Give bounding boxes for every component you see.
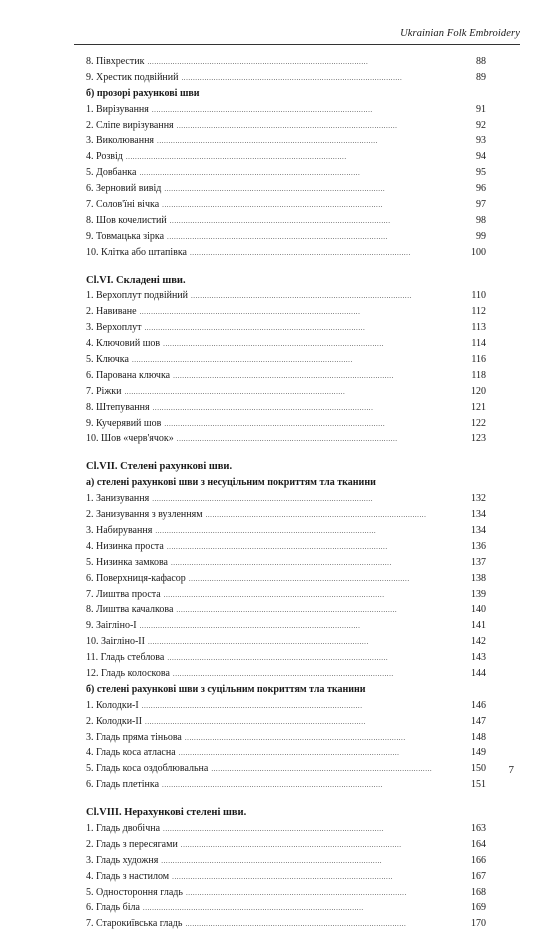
entry-title: 2. Занизування з вузленням	[86, 509, 203, 521]
entry-title: 8. Півхрестик	[86, 56, 145, 67]
dot-leader	[145, 714, 465, 731]
toc-entry	[86, 555, 486, 571]
toc-entry	[86, 650, 486, 666]
dot-leader	[172, 869, 465, 886]
toc-entry	[86, 400, 486, 416]
entry-title: 1. Вирізування	[86, 103, 149, 115]
entry-page-number: 122	[471, 417, 486, 429]
dot-leader	[164, 181, 465, 198]
dot-leader	[173, 666, 465, 683]
toc-entry	[86, 491, 486, 507]
toc-entry	[86, 777, 486, 793]
entry-title: 5. Ключка	[86, 354, 129, 366]
entry-title: 3. Виколювання	[86, 135, 155, 147]
entry-title: 6. Гладь біла	[86, 902, 140, 914]
entry-title: 4. Розвід	[86, 151, 123, 163]
dot-leader	[167, 229, 465, 246]
entry-title: 8. Штепування	[86, 401, 150, 413]
entry-title: 1. Колодки-І	[86, 699, 139, 711]
toc-entry	[86, 54, 486, 70]
entry-title: 4. Низинка проста	[86, 540, 164, 552]
dot-leader	[153, 400, 465, 417]
toc-entry	[86, 102, 486, 118]
toc-entry	[86, 133, 486, 149]
entry-page-number: 148	[471, 731, 486, 743]
toc-entry	[86, 197, 486, 213]
entry-page-number: 100	[471, 246, 486, 258]
toc-section	[86, 273, 486, 448]
entry-title: 3. Набирування	[86, 524, 153, 536]
entry-title: 8. Шов кочелистий	[86, 214, 167, 226]
toc-entry	[86, 245, 486, 261]
toc-entry	[86, 523, 486, 539]
entry-page-number: 166	[471, 854, 486, 866]
subsection-heading: б) прозорі рахункові шви	[86, 87, 200, 99]
entry-title: 7. Лиштва проста	[86, 588, 161, 600]
dot-leader	[143, 900, 465, 917]
toc-entry	[86, 869, 486, 885]
toc-entry	[86, 714, 486, 730]
entry-page-number: 121	[471, 401, 486, 413]
dot-leader	[211, 761, 465, 778]
section-heading: Cl.VII. Стелені рахункові шви.	[86, 461, 233, 473]
toc-entry	[86, 571, 486, 587]
toc-entry	[86, 70, 486, 86]
toc-entry	[86, 352, 486, 368]
dot-leader	[185, 916, 465, 933]
dot-leader	[132, 352, 465, 369]
entry-title: 4. Гладь коса атласна	[86, 747, 176, 759]
entry-title: 12. Гладь колоскова	[86, 667, 170, 679]
entry-page-number: 92	[476, 119, 486, 131]
dot-leader	[126, 149, 465, 166]
dot-leader	[190, 245, 465, 262]
entry-title: 9. Хрестик подвійний	[86, 71, 179, 83]
subsection-heading: а) стелені рахункові шви з несуцільним покриттям тла тканини	[86, 477, 376, 489]
entry-page-number: 147	[471, 715, 486, 727]
entry-title: 5. Низинка замкова	[86, 556, 168, 568]
toc-entry	[86, 916, 486, 932]
entry-title: 10. Шов «черв'ячок»	[86, 433, 174, 445]
entry-title: 7. Солов'їні вічка	[86, 199, 160, 211]
entry-title: 10. Клітка або штапівка	[86, 246, 187, 258]
entry-page-number: 150	[471, 763, 486, 775]
toc-entry	[86, 384, 486, 400]
dot-leader	[157, 133, 465, 150]
toc-entry	[86, 853, 486, 869]
entry-page-number: 137	[471, 556, 486, 568]
dot-leader	[155, 523, 465, 540]
toc-entry	[86, 587, 486, 603]
entry-title: 7. Ріжки	[86, 385, 122, 397]
dot-leader	[179, 745, 465, 762]
entry-page-number: 132	[471, 493, 486, 505]
entry-title: 7. Старокиївська гладь	[86, 918, 183, 930]
section-heading: Cl.VIII. Нерахункові стелені шви.	[86, 807, 247, 819]
entry-title: 6. Парована ключка	[86, 369, 171, 381]
entry-title: 1. Верхоплут подвійний	[86, 290, 188, 302]
entry-page-number: 91	[476, 103, 486, 115]
entry-page-number: 164	[471, 838, 486, 850]
toc-section	[86, 805, 486, 932]
toc-entry	[86, 821, 486, 837]
toc-entry	[86, 229, 486, 245]
entry-page-number: 141	[471, 620, 486, 632]
entry-title: 1. Гладь двобічна	[86, 822, 161, 834]
toc-entry	[86, 181, 486, 197]
toc-entry	[86, 336, 486, 352]
dot-leader	[163, 336, 465, 353]
entry-page-number: 144	[471, 667, 486, 679]
entry-title: 9. Заігліно-І	[86, 620, 137, 632]
entry-page-number: 98	[476, 214, 486, 226]
entry-page-number: 140	[471, 604, 486, 616]
entry-title: 9. Товмацька зірка	[86, 230, 165, 242]
dot-leader	[170, 213, 465, 230]
entry-title: 2. Колодки-ІІ	[86, 715, 143, 727]
entry-page-number: 94	[476, 151, 486, 163]
entry-page-number: 123	[471, 433, 486, 445]
entry-page-number: 151	[471, 779, 486, 791]
entry-title: 5. Довбанка	[86, 167, 137, 179]
dot-leader	[164, 416, 465, 433]
entry-page-number: 89	[476, 71, 486, 83]
entry-page-number: 146	[471, 699, 486, 711]
running-head: Ukrainian Folk Embroidery	[400, 28, 520, 39]
entry-title: 4. Гладь з настилом	[86, 870, 170, 882]
entry-page-number: 96	[476, 183, 486, 195]
entry-page-number: 116	[471, 354, 486, 366]
dot-leader	[171, 555, 465, 572]
dot-leader	[161, 853, 465, 870]
entry-title: 10. Заігліно-ІІ	[86, 636, 145, 648]
entry-page-number: 93	[476, 135, 486, 147]
toc-entry	[86, 730, 486, 746]
entry-title: 5. Гладь коса оздоблювальна	[86, 763, 209, 775]
entry-title: 3. Гладь художня	[86, 854, 159, 866]
entry-page-number: 163	[471, 822, 486, 834]
dot-leader	[140, 618, 465, 635]
toc-entry	[86, 149, 486, 165]
dot-leader	[185, 730, 465, 747]
entry-page-number: 139	[471, 588, 486, 600]
entry-title: 3. Гладь пряма тіньова	[86, 731, 182, 743]
table-of-contents	[86, 54, 486, 944]
entry-title: 5. Одностороння гладь	[86, 886, 183, 898]
dot-leader	[124, 384, 465, 401]
toc-section	[86, 54, 486, 261]
dot-leader	[182, 70, 466, 87]
entry-title: 2. Сліпе вирізування	[86, 119, 174, 131]
toc-entry	[86, 165, 486, 181]
entry-title: 4. Ключовий шов	[86, 338, 161, 350]
toc-entry	[86, 761, 486, 777]
dot-leader	[140, 304, 465, 321]
dot-leader	[167, 539, 465, 556]
subsection-heading: б) стелені рахункові шви з суцільним покриттям тла тканини	[86, 683, 366, 695]
dot-leader	[164, 587, 465, 604]
dot-leader	[189, 571, 465, 588]
entry-page-number: 138	[471, 572, 486, 584]
entry-title: 1. Занизування	[86, 493, 150, 505]
entry-title: 6. Гладь плетінка	[86, 779, 160, 791]
dot-leader	[173, 368, 465, 385]
toc-entry	[86, 698, 486, 714]
entry-page-number: 113	[471, 322, 486, 334]
entry-page-number: 170	[471, 918, 486, 930]
entry-page-number: 142	[471, 636, 486, 648]
toc-entry	[86, 634, 486, 650]
dot-leader	[142, 698, 465, 715]
entry-title: 8. Лиштва качалкова	[86, 604, 174, 616]
toc-entry	[86, 539, 486, 555]
toc-entry	[86, 431, 486, 447]
entry-page-number: 99	[476, 230, 486, 242]
dot-leader	[162, 777, 465, 794]
toc-entry	[86, 304, 486, 320]
toc-entry	[86, 837, 486, 853]
toc-section	[86, 459, 486, 793]
dot-leader	[162, 197, 465, 214]
entry-title: 11. Гладь стеблова	[86, 652, 165, 664]
entry-page-number: 112	[471, 306, 486, 318]
entry-page-number: 134	[471, 524, 486, 536]
toc-entry	[86, 745, 486, 761]
dot-leader	[176, 602, 465, 619]
toc-entry	[86, 618, 486, 634]
entry-title: 6. Поверхниця-кафасор	[86, 572, 186, 584]
entry-page-number: 95	[476, 167, 486, 179]
page-number: 7	[508, 764, 514, 776]
dot-leader	[147, 54, 465, 71]
dot-leader	[186, 885, 465, 902]
toc-entry	[86, 900, 486, 916]
entry-page-number: 118	[471, 369, 486, 381]
dot-leader	[177, 431, 465, 448]
entry-page-number: 169	[471, 902, 486, 914]
entry-title: 2. Гладь з пересягами	[86, 838, 178, 850]
entry-page-number: 114	[471, 338, 486, 350]
dot-leader	[167, 650, 465, 667]
dot-leader	[148, 634, 465, 651]
toc-entry	[86, 320, 486, 336]
dot-leader	[144, 320, 465, 337]
dot-leader	[181, 837, 465, 854]
section-heading: Cl.VI. Складені шви.	[86, 274, 186, 286]
dot-leader	[177, 118, 465, 135]
toc-entry	[86, 416, 486, 432]
entry-page-number: 120	[471, 385, 486, 397]
entry-page-number: 149	[471, 747, 486, 759]
entry-page-number: 110	[471, 290, 486, 302]
toc-entry	[86, 368, 486, 384]
toc-entry	[86, 602, 486, 618]
dot-leader	[206, 507, 465, 524]
toc-entry	[86, 507, 486, 523]
dot-leader	[152, 491, 465, 508]
entry-page-number: 88	[476, 56, 486, 67]
entry-page-number: 134	[471, 509, 486, 521]
toc-entry	[86, 213, 486, 229]
entry-title: 3. Верхоплут	[86, 322, 142, 334]
entry-page-number: 136	[471, 540, 486, 552]
toc-entry	[86, 118, 486, 134]
dot-leader	[163, 821, 465, 838]
toc-entry	[86, 666, 486, 682]
entry-title: 9. Кучерявий шов	[86, 417, 162, 429]
entry-page-number: 167	[471, 870, 486, 882]
dot-leader	[191, 288, 465, 305]
dot-leader	[139, 165, 465, 182]
entry-page-number: 97	[476, 199, 486, 211]
entry-page-number: 168	[471, 886, 486, 898]
toc-entry	[86, 288, 486, 304]
toc-entry	[86, 885, 486, 901]
header-rule	[74, 44, 520, 45]
dot-leader	[152, 102, 465, 119]
entry-page-number: 143	[471, 652, 486, 664]
entry-title: 6. Зерновий вивід	[86, 183, 162, 195]
entry-title: 2. Навиване	[86, 306, 137, 318]
